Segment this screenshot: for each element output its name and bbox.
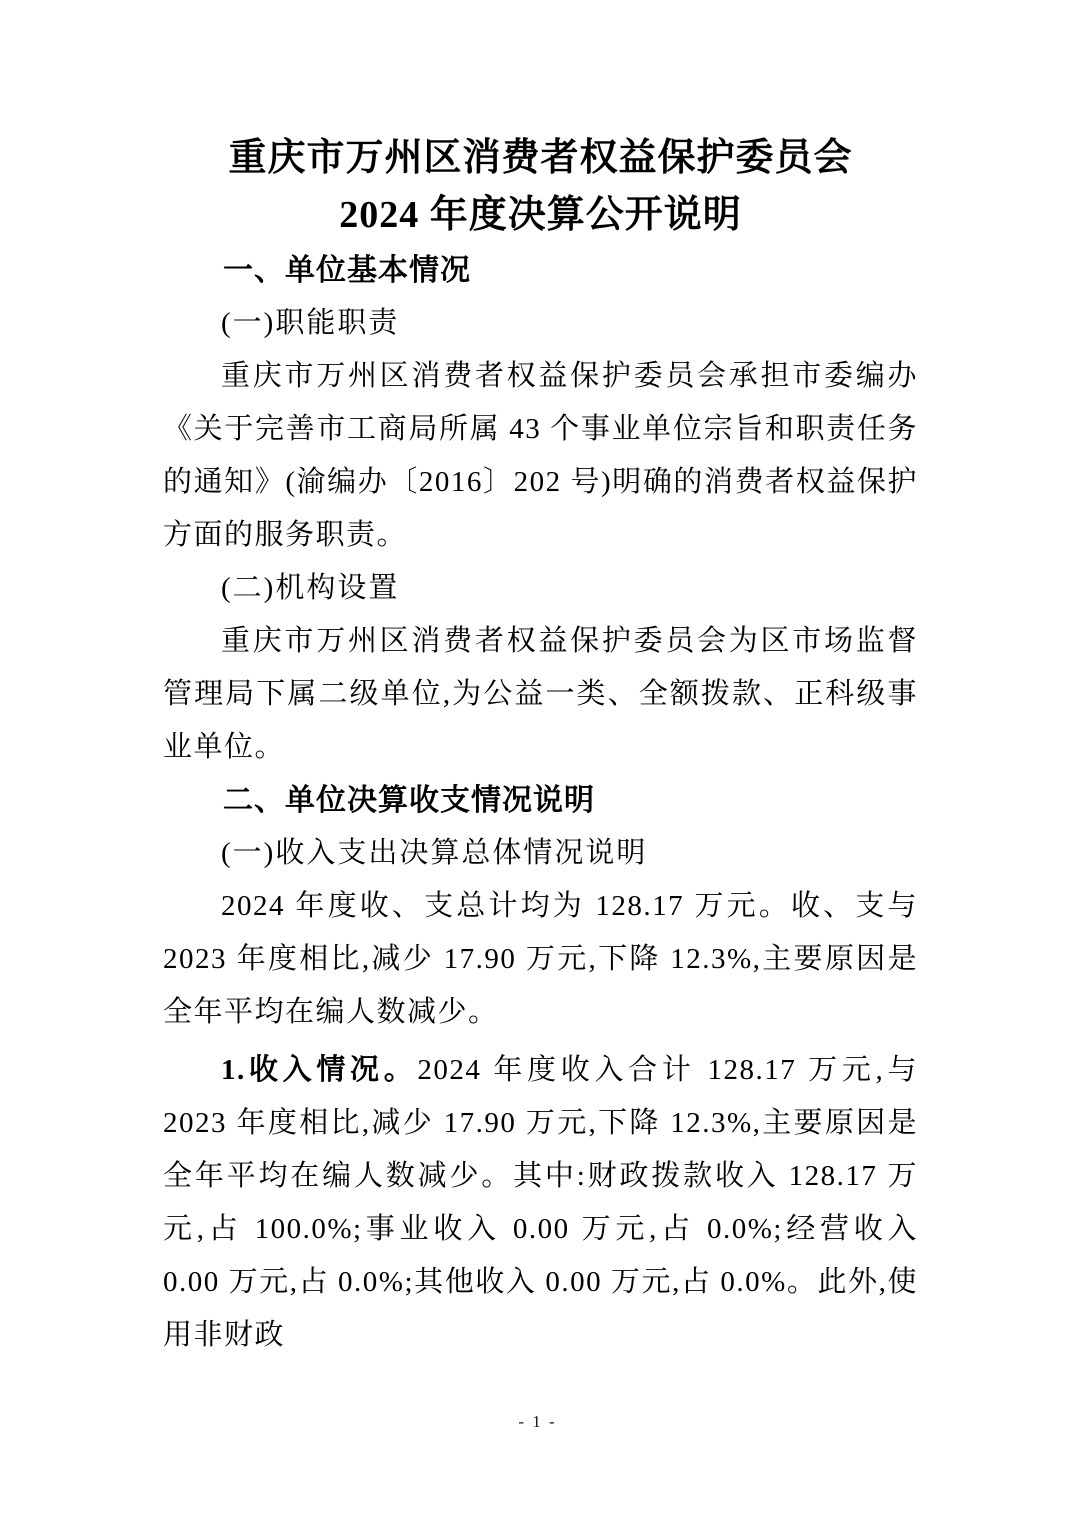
paragraph-overall-budget-summary: 2024 年度收、支总计均为 128.17 万元。收、支与 2023 年度相比,减少 17.90 万元,下降 12.3%,主要原因是全年平均在编人数减少。	[163, 890, 918, 1028]
income-item-bold-lead: 1.收入情况。	[221, 1054, 418, 1086]
document-title-line-2: 2024 年度决算公开说明	[339, 194, 742, 236]
section-1-sub-1-heading: (一)职能职责	[221, 307, 400, 339]
paragraph-organization-setup: 重庆市万州区消费者权益保护委员会为区市场监督管理局下属二级单位,为公益一类、全额拨款、正科级事业单位。	[163, 625, 918, 763]
section-1-sub-2-heading: (二)机构设置	[221, 572, 400, 604]
income-item-text: 2024 年度收入合计 128.17 万元,与 2023 年度相比,减少 17.90 万元,下降 12.3%,主要原因是全年平均在编人数减少。其中:财政拨款收入 128.17 万元,占 100.0%;事业收入 0.00 万元,占 0.0%;经营收入 0.00 万元,占 0.0%;其他收入 0.00 万元,占 0.0%。此外,使用非财政	[163, 1054, 918, 1351]
section-2-sub-1-heading: (一)收入支出决算总体情况说明	[221, 837, 648, 869]
document-title-line-1: 重庆市万州区消费者权益保护委员会	[228, 137, 853, 179]
paragraph-income-details	[163, 1044, 918, 1362]
paragraph-functions-duties: 重庆市万州区消费者权益保护委员会承担市委编办《关于完善市工商局所属 43 个事业单位宗旨和职责任务的通知》(渝编办〔2016〕202 号)明确的消费者权益保护方面的服务职责。	[163, 360, 918, 551]
section-1-heading: 一、单位基本情况	[223, 254, 471, 287]
section-2-heading: 二、单位决算收支情况说明	[223, 784, 595, 817]
page-number-footer: - 1 -	[518, 1412, 557, 1431]
document-content	[163, 130, 918, 1362]
